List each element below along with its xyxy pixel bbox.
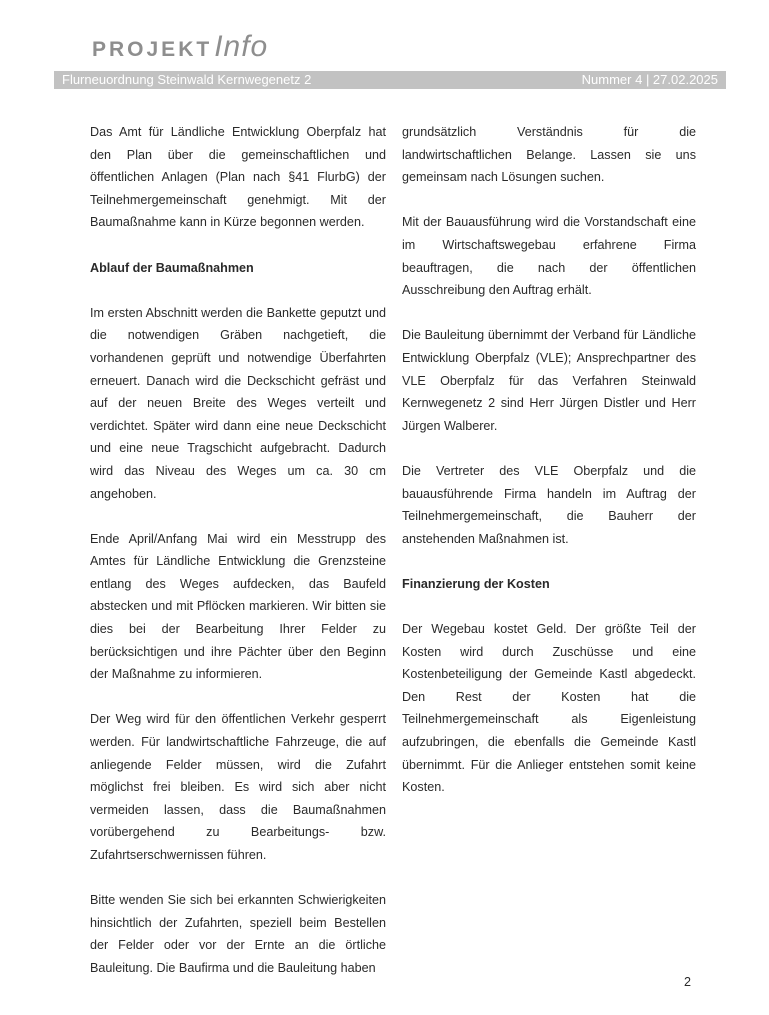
page-number: 2 bbox=[684, 975, 692, 989]
paragraph-contact: Bitte wenden Sie sich bei erkannten Schwierigkeiten hinsichtlich der Zufahrten, speziell beim Bestellen der Felder oder vor der Ernte an die örtliche Bauleitung. Die Baufirma und die Bauleitung haben bbox=[90, 893, 386, 975]
paragraph-representatives: Die Vertreter des VLE Oberpfalz und die bauausführende Firma handeln im Auftrag der Teilnehmergemeinschaft, die Bauherr der anstehenden Maßnahmen ist. bbox=[402, 463, 696, 546]
right-column bbox=[402, 121, 696, 821]
projekt-info-logo bbox=[92, 30, 268, 64]
logo-info: Info bbox=[214, 30, 269, 63]
logo-projekt: PROJEKT bbox=[92, 38, 213, 61]
paragraph-first-section: Im ersten Abschnitt werden die Bankette geputzt und die notwendigen Gräben nachgetieft, die vorhandenen geprüft und notwendige Überfahrten erneuert. Danach wird die Deckschicht gefräst und auf der neuen Breite des Weges verteilt und verdichtet. Später wird dann eine neue Deckschicht und eine neue Tragschicht aufgebracht. Dadurch wird das Niveau des Weges um ca. 30 cm angehoben. bbox=[90, 305, 386, 501]
project-name: Flurneuordnung Steinwald Kernwegenetz 2 bbox=[62, 72, 312, 87]
left-column bbox=[90, 121, 386, 1002]
paragraph-costs: Der Wegebau kostet Geld. Der größte Teil der Kosten wird durch Zuschüsse und eine Kostenbeteiligung der Gemeinde Kastl abgedeckt. Den Rest der Kosten hat die Teilnehmergemeinschaft als Eigenleistung aufzubringen, die ebenfalls die Gemeinde Kastl übernimmt. Für die Anlieger entstehen somit keine Kosten. bbox=[402, 622, 696, 795]
paragraph-surveying: Ende April/Anfang Mai wird ein Messtrupp des Amtes für Ländliche Entwicklung die Grenzsteine entlang des Weges aufdecken, das Baufeld abstecken und mit Pflöcken markieren. Wir bitten sie dies bei der Bearbeitung Ihrer Felder zu berücksichtigen und ihre Pächter über den Beginn der Maßnahme zu informieren. bbox=[90, 531, 386, 682]
heading-financing: Finanzierung der Kosten bbox=[402, 576, 550, 591]
heading-ablauf: Ablauf der Baumaßnahmen bbox=[90, 260, 254, 275]
paragraph-construction-firm: Mit der Bauausführung wird die Vorstandschaft eine im Wirtschaftswegebau erfahrene Firma beauftragen, die nach der öffentlichen Ausschreibung den Auftrag erhält. bbox=[402, 215, 696, 298]
paragraph-understanding: grundsätzlich Verständnis für die landwirtschaftlichen Belange. Lassen sie uns gemeinsam nach Lösungen suchen. bbox=[402, 125, 696, 185]
paragraph-intro: Das Amt für Ländliche Entwicklung Oberpfalz hat den Plan über die gemeinschaftlichen und öffentlichen Anlagen (Plan nach §41 FlurbG) der Teilnehmergemeinschaft genehmigt. Mit der Baumaßnahme kann in Kürze begonnen werden. bbox=[90, 125, 386, 230]
header-bar bbox=[54, 71, 726, 89]
paragraph-road-closure: Der Weg wird für den öffentlichen Verkehr gesperrt werden. Für landwirtschaftliche Fahrzeuge, die auf anliegende Felder müssen, wird die Zufahrt möglichst frei bleiben. Es wird sich aber nicht vermeiden lassen, dass die Baumaßnahmen vorübergehend zu Bearbeitungs- bzw. Zufahrtserschwernissen führen. bbox=[90, 712, 386, 862]
issue-number-date: Nummer 4 | 27.02.2025 bbox=[581, 72, 718, 87]
paragraph-site-management: Die Bauleitung übernimmt der Verband für Ländliche Entwicklung Oberpfalz (VLE); Ansprechpartner des VLE Oberpfalz für das Verfahren Steinwald Kernwegenetz 2 sind Herr Jürgen Distler und Herr Jürgen Walberer. bbox=[402, 328, 696, 433]
